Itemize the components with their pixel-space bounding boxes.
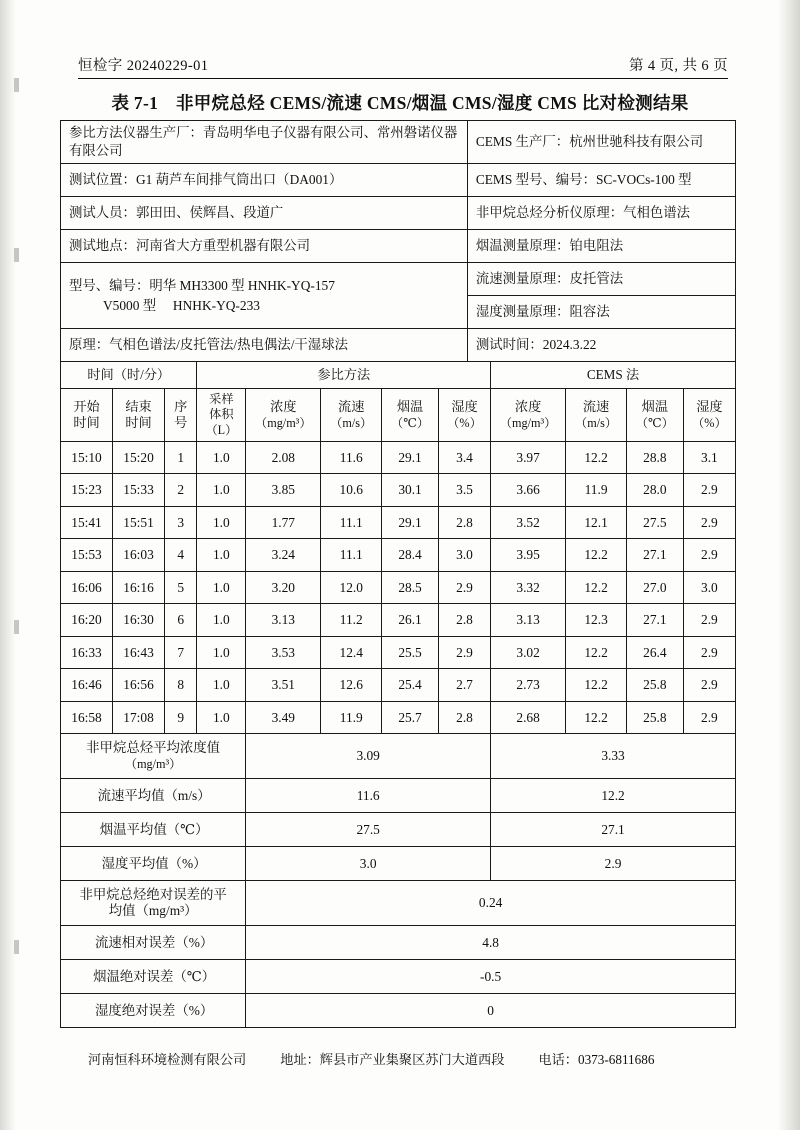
col-cems-humid-l1: 湿度 [696,398,723,414]
humidity-principle-value: 阻容法 [569,304,610,320]
cell-cems-conc: 3.95 [491,539,566,572]
summary-row [61,813,736,847]
cell-ref-speed: 11.1 [321,539,382,572]
error-row [61,960,736,994]
cell-end-time: 15:20 [113,441,165,474]
error-row [61,926,736,960]
page-header [78,54,728,75]
ref-principle-label: 原理： [69,337,110,353]
col-cems-humidity [683,389,735,442]
table-row [61,539,736,572]
cell-cems-speed: 12.2 [566,701,627,734]
summary-cems-nmhc-avg: 3.33 [491,734,736,779]
nmhc-principle-value: 气相色谱法 [623,205,691,221]
speed-principle-label: 流速测量原理： [475,271,570,287]
cell-ref-conc: 1.77 [246,506,321,539]
cell-cems-conc: 2.73 [491,669,566,702]
cell-ref-speed: 10.6 [321,474,382,507]
cell-cems-humid: 2.9 [683,669,735,702]
cell-cems-speed: 12.1 [566,506,627,539]
cell-ref-conc: 3.85 [246,474,321,507]
cems-manufacturer-value: 杭州世驰科技有限公司 [569,134,704,150]
instrument-info-table [60,120,736,362]
nmhc-principle-label: 非甲烷总烃分析仪原理： [475,205,624,221]
error-label-l1: 非甲烷总烃绝对误差的平 [79,886,227,902]
cell-no: 4 [165,539,197,572]
col-no [165,389,197,442]
cell-ref-speed: 11.1 [321,506,382,539]
col-cems-speed [566,389,627,442]
testers-value: 郭田田、侯辉昌、段道广 [135,205,284,221]
cell-cems-temp: 28.0 [626,474,683,507]
table-row [61,164,736,197]
error-label-speed-rel: 流速相对误差（%） [61,926,246,960]
cell-volume: 1.0 [197,474,246,507]
error-row [61,994,736,1028]
measurement-data-table [60,361,736,1028]
cell-volume: 1.0 [197,441,246,474]
cell-end-time: 15:51 [113,506,165,539]
ref-model-label: 型号、编号： [69,278,150,294]
error-row [61,881,736,926]
cell-ref-temp: 25.5 [382,636,439,669]
cell-ref-speed: 11.2 [321,604,382,637]
cell-ref-temp: 29.1 [382,441,439,474]
cell-ref-conc: 3.24 [246,539,321,572]
error-label-nmhc-abs [61,881,246,926]
table-row [61,230,736,263]
cell-cems-humid: 3.0 [683,571,735,604]
cell-start-time: 16:33 [61,636,113,669]
table-row [61,701,736,734]
col-cems-conc-l1: 浓度 [514,398,542,414]
cell-cems-temp: 25.8 [626,701,683,734]
cell-start-time: 15:23 [61,474,113,507]
col-temp-l1: 烟温 [396,398,424,414]
cell-cems-conc: 3.13 [491,604,566,637]
table-row [61,604,736,637]
error-value-temp-abs: -0.5 [246,960,736,994]
cell-cems-speed: 12.2 [566,539,627,572]
summary-label-humid-avg: 湿度平均值（%） [61,847,246,881]
cell-cems-humid: 2.9 [683,506,735,539]
cell-end-time: 16:03 [113,539,165,572]
cell-cems-humid: 2.9 [683,636,735,669]
cell-ref-conc: 3.13 [246,604,321,637]
cell-ref-humid: 2.8 [438,701,490,734]
ref-manufacturer-label: 参比方法仪器生产厂： [69,125,203,140]
col-vol-l1: 采样 [209,392,234,407]
temp-principle-label: 烟温测量原理： [475,238,570,254]
cell-no: 7 [165,636,197,669]
cell-end-time: 16:43 [113,636,165,669]
cell-cems-conc: 3.52 [491,506,566,539]
col-cems-speed-l2: （m/s） [575,416,618,431]
test-position-label: 测试位置： [69,172,136,188]
col-humid-l2: （%） [447,416,482,431]
footer-company: 河南恒科环境检测有限公司 [88,1052,247,1067]
cell-start-time: 16:06 [61,571,113,604]
col-cems-humid-l2: （%） [692,416,727,431]
cell-no: 5 [165,571,197,604]
col-cems-concentration [491,389,566,442]
report-number: 恒检字 20240229-01 [78,58,209,74]
cell-ref-humid: 2.8 [438,506,490,539]
cell-cems-speed: 12.3 [566,604,627,637]
summary-row [61,847,736,881]
cell-volume: 1.0 [197,571,246,604]
col-ref-speed [321,389,382,442]
cell-no: 1 [165,441,197,474]
cell-cems-speed: 12.2 [566,669,627,702]
humidity-principle-label: 湿度测量原理： [475,304,570,320]
cems-model-value: SC-VOCs-100 型 [595,172,692,188]
col-vol-l2: 体积 [209,407,234,422]
cems-manufacturer-label: CEMS 生产厂： [475,134,570,150]
page-number: 第 4 页, 共 6 页 [628,58,728,74]
test-date-value: 2024.3.22 [542,337,597,353]
page-title: 表 7-1 非甲烷总烃 CEMS/流速 CMS/烟温 CMS/湿度 CMS 比对检测结果 [111,93,689,113]
cell-volume: 1.0 [197,701,246,734]
summary-label-temp-avg: 烟温平均值（℃） [61,813,246,847]
cell-no: 8 [165,669,197,702]
col-temp-l2: （℃） [391,416,430,431]
error-label-humid-abs: 湿度绝对误差（%） [61,994,246,1028]
cell-ref-conc: 3.20 [246,571,321,604]
cell-ref-conc: 3.51 [246,669,321,702]
cell-no: 3 [165,506,197,539]
cell-ref-temp: 29.1 [382,506,439,539]
error-label-l2: 均值（mg/m³） [108,903,198,919]
cell-no: 6 [165,604,197,637]
test-date-label: 测试时间： [475,337,543,353]
cell-ref-humid: 2.9 [438,571,490,604]
col-start-time [61,389,113,442]
col-end-time [113,389,165,442]
cell-cems-speed: 12.2 [566,441,627,474]
col-group-reference: 参比方法 [197,362,491,389]
test-site-value: 河南省大方重型机器有限公司 [135,238,311,254]
summary-label-nmhc-avg [61,734,246,779]
cell-ref-conc: 3.49 [246,701,321,734]
cell-cems-humid: 2.9 [683,539,735,572]
cell-ref-humid: 3.5 [438,474,490,507]
cell-start-time: 15:10 [61,441,113,474]
ref-model-value-2: V5000 型 HNHK-YQ-233 [103,297,260,313]
cell-ref-temp: 25.4 [382,669,439,702]
cell-no: 2 [165,474,197,507]
col-vol-l3: （L） [205,422,238,437]
summary-ref-nmhc-avg: 3.09 [246,734,491,779]
col-conc-l1: 浓度 [270,398,297,414]
cell-cems-temp: 27.1 [626,604,683,637]
summary-label-l1: 非甲烷总烃平均浓度值 [86,739,221,755]
col-start-time-l1: 开始 [73,398,100,414]
cell-start-time: 16:46 [61,669,113,702]
table-row [61,474,736,507]
scan-edge-mark [14,620,19,634]
test-site-label: 测试地点： [69,238,136,254]
cell-cems-humid: 3.1 [683,441,735,474]
col-no-l2: 号 [174,415,188,431]
cell-ref-temp: 26.1 [382,604,439,637]
table-row [61,197,736,230]
col-end-time-l1: 结束 [125,398,152,414]
col-cems-speed-l1: 流速 [582,398,610,414]
cell-ref-speed: 12.4 [321,636,382,669]
error-value-nmhc-abs: 0.24 [246,881,736,926]
cell-cems-temp: 27.1 [626,539,683,572]
cell-start-time: 15:53 [61,539,113,572]
summary-row [61,734,736,779]
cell-ref-speed: 12.6 [321,669,382,702]
cell-ref-humid: 2.8 [438,604,490,637]
cell-volume: 1.0 [197,669,246,702]
cell-ref-speed: 11.6 [321,441,382,474]
table-row [61,329,736,362]
error-value-humid-abs: 0 [246,994,736,1028]
cell-cems-temp: 28.8 [626,441,683,474]
summary-ref-temp-avg: 27.5 [246,813,491,847]
col-sample-volume [197,389,246,442]
col-humid-l1: 湿度 [451,398,478,414]
col-speed-l1: 流速 [338,398,365,414]
table-row [61,441,736,474]
summary-cems-temp-avg: 27.1 [491,813,736,847]
ref-model-value-1: 明华 MH3300 型 HNHK-YQ-157 [149,278,335,294]
cell-cems-conc: 3.66 [491,474,566,507]
cell-cems-speed: 12.2 [566,636,627,669]
speed-principle-value: 皮托管法 [569,271,624,287]
cell-cems-speed: 12.2 [566,571,627,604]
col-ref-temp [382,389,439,442]
summary-cems-humid-avg: 2.9 [491,847,736,881]
summary-row [61,779,736,813]
cell-end-time: 15:33 [113,474,165,507]
cell-cems-temp: 27.0 [626,571,683,604]
page-footer [88,1049,728,1068]
table-row [61,571,736,604]
cell-cems-conc: 3.32 [491,571,566,604]
ref-principle-value: 气相色谱法/皮托管法/热电偶法/干湿球法 [109,337,348,353]
cell-cems-humid: 2.9 [683,474,735,507]
cell-start-time: 16:58 [61,701,113,734]
cell-cems-temp: 26.4 [626,636,683,669]
cell-ref-temp: 28.5 [382,571,439,604]
cell-volume: 1.0 [197,539,246,572]
cell-ref-speed: 12.0 [321,571,382,604]
cell-cems-conc: 2.68 [491,701,566,734]
col-conc-l2: （mg/m³） [255,416,312,431]
col-start-time-l2: 时间 [73,415,100,431]
cell-volume: 1.0 [197,636,246,669]
cell-start-time: 15:41 [61,506,113,539]
scan-edge-mark [14,940,19,954]
cell-cems-temp: 27.5 [626,506,683,539]
cell-no: 9 [165,701,197,734]
table-header-row [61,389,736,442]
cell-ref-humid: 3.0 [438,539,490,572]
table-header-row [61,362,736,389]
col-cems-temp-l2: （℃） [635,416,674,431]
table-row [61,506,736,539]
summary-ref-humid-avg: 3.0 [246,847,491,881]
table-row [61,636,736,669]
cell-ref-humid: 2.7 [438,669,490,702]
temp-principle-value: 铂电阻法 [569,238,624,254]
error-label-temp-abs: 烟温绝对误差（℃） [61,960,246,994]
cell-ref-conc: 2.08 [246,441,321,474]
cell-ref-temp: 30.1 [382,474,439,507]
col-end-time-l2: 时间 [125,415,152,431]
cems-model-label: CEMS 型号、编号： [475,172,596,188]
cell-ref-speed: 11.9 [321,701,382,734]
cell-end-time: 17:08 [113,701,165,734]
table-row [61,669,736,702]
cell-volume: 1.0 [197,506,246,539]
cell-ref-temp: 25.7 [382,701,439,734]
cell-ref-temp: 28.4 [382,539,439,572]
table-row [61,263,736,296]
col-cems-temp [626,389,683,442]
cell-cems-speed: 11.9 [566,474,627,507]
cell-cems-humid: 2.9 [683,701,735,734]
cell-volume: 1.0 [197,604,246,637]
cell-ref-humid: 3.4 [438,441,490,474]
col-no-l1: 序 [174,398,188,414]
cell-cems-conc: 3.02 [491,636,566,669]
col-ref-concentration [246,389,321,442]
cell-start-time: 16:20 [61,604,113,637]
header-divider [78,78,728,79]
cell-end-time: 16:56 [113,669,165,702]
cell-end-time: 16:30 [113,604,165,637]
col-group-cems: CEMS 法 [491,362,736,389]
summary-cems-speed-avg: 12.2 [491,779,736,813]
footer-phone: 电话：0373-6811686 [538,1052,655,1067]
testers-label: 测试人员： [69,205,136,221]
summary-ref-speed-avg: 11.6 [246,779,491,813]
cell-ref-humid: 2.9 [438,636,490,669]
summary-label-l2: （mg/m³） [124,757,182,772]
cell-cems-temp: 25.8 [626,669,683,702]
scan-edge-mark [14,248,19,262]
col-cems-conc-l2: （mg/m³） [499,416,557,431]
col-group-time: 时间（时/分） [61,362,197,389]
footer-address: 地址：辉县市产业集聚区苏门大道西段 [280,1052,505,1067]
table-row [61,121,736,164]
cell-ref-conc: 3.53 [246,636,321,669]
summary-label-speed-avg: 流速平均值（m/s） [61,779,246,813]
col-ref-humidity [438,389,490,442]
col-cems-temp-l1: 烟温 [641,398,669,414]
test-position-value: G1 葫芦车间排气筒出口（DA001） [135,172,343,188]
cell-cems-conc: 3.97 [491,441,566,474]
ref-manufacturer-value: 青岛明华电子仪器有限公司、常州磐诺仪器有限公司 [69,125,458,159]
error-value-speed-rel: 4.8 [246,926,736,960]
cell-end-time: 16:16 [113,571,165,604]
col-speed-l2: （m/s） [330,416,373,431]
table-container [60,120,736,1028]
cell-cems-humid: 2.9 [683,604,735,637]
